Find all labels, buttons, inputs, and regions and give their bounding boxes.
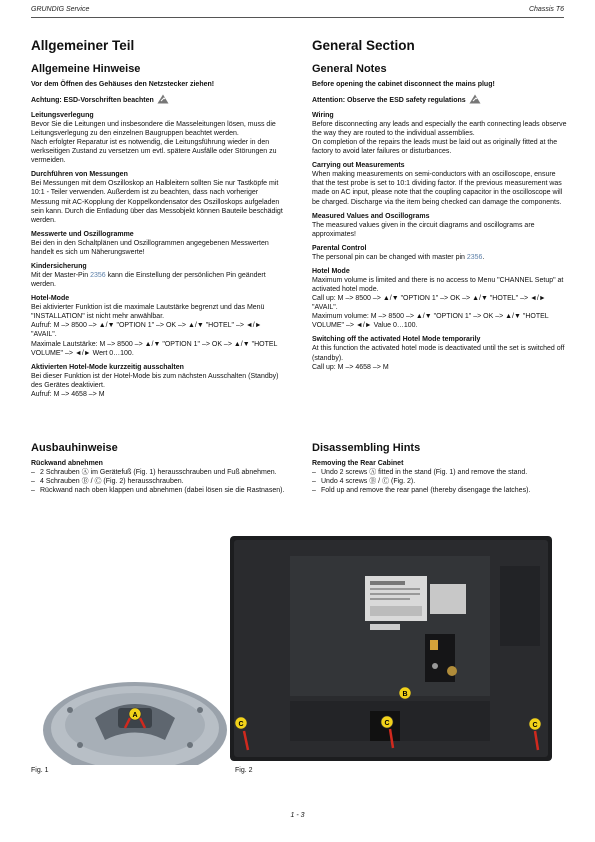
marker-c: C — [238, 721, 244, 728]
right-s5-aufruf: Call up: M –> 8500 –> ▲/▼ "OPTION 1" –> OK –> ▲/▼ "HOTEL" –> ◄/► "AVAIL". — [312, 295, 546, 312]
right-s3-text: The measured values given in the circuit diagrams and oscillograms are approximates! — [312, 221, 535, 238]
left-s4-text — [31, 271, 288, 289]
right-disassembly-title: Disassembling Hints — [312, 442, 421, 454]
right-s3-head: Measured Values and Oscillograms — [312, 212, 430, 220]
left-disassembly-title: Ausbauhinweise — [31, 442, 118, 454]
header-right: Chassis T6 — [528, 6, 564, 13]
right-s2-head: Carrying out Measurements — [312, 162, 405, 170]
page-number: 1 - 3 — [290, 812, 305, 819]
left-disassembly-list — [31, 468, 288, 495]
left-s1-text2: Nach erfolgter Reparatur ist es notwendig, die Leitungsführung wieder in den werkseitigen Zustand zu versetzen um evtl. spätere Ausfälle oder Störungen zu vermeiden. — [31, 139, 277, 165]
right-s2-text: When making measurements on semi-conductors with an oscilloscope, ensure that the test probe is set to 10:1 dividing factor. If the previous measurement was made on AC input, please note that the coupling capacitor in the oscilloscope will be charged. Discharge via the item being checked can damage the components. — [312, 171, 563, 206]
esd-warning-icon — [157, 94, 169, 104]
header-rule — [31, 17, 564, 18]
right-subtitle: General Notes — [312, 63, 387, 75]
right-s5-head: Hotel Mode — [312, 267, 350, 275]
right-s1-text: Before disconnecting any leads and especially the earth connecting leads observe the way they are routed to the individual assemblies. — [312, 120, 567, 137]
marker-b: B — [402, 691, 408, 698]
fig1-caption: Fig. 1 — [31, 767, 49, 774]
right-s1-head: Wiring — [312, 111, 334, 119]
left-column — [31, 38, 288, 399]
left-master-pin: 2356 — [90, 272, 106, 279]
left-s6-text: Bei dieser Funktion ist der Hotel-Mode bis zum nächsten Ausschalten (Standby) des Gerätes deaktiviert. — [31, 372, 279, 389]
left-s6-head: Aktivierten Hotel-Mode kurzzeitig ausschalten — [31, 363, 184, 371]
left-s1-text: Bevor Sie die Leitungen und insbesondere die Masseleitungen lösen, muss die Leitungsverlegung zu den einzelnen Baugruppen beachtet werden. — [31, 120, 276, 137]
right-s4-post: . — [482, 253, 485, 261]
marker-c: C — [384, 720, 390, 727]
right-master-pin: 2356 — [466, 253, 483, 261]
right-s4-text — [312, 253, 569, 262]
left-s2-head: Durchführen von Messungen — [31, 171, 128, 179]
list-item: – Undo 4 screws Ⓑ / Ⓒ (Fig. 2). — [312, 477, 569, 486]
stand-photo — [40, 670, 230, 765]
marker-c: C — [532, 722, 538, 729]
right-title: General Section — [312, 38, 415, 53]
rear-panel-photo — [230, 536, 552, 761]
left-s3-head: Messwerte und Oszillogramme — [31, 230, 134, 238]
left-s3-text: Bei den in den Schaltplänen und Oszillogrammen angegebenen Messwerten handelt es sich um Näherungswerte! — [31, 239, 269, 256]
left-s5-head: Hotel-Mode — [31, 295, 70, 303]
marker-a: A — [132, 712, 138, 719]
left-disassembly — [31, 442, 288, 495]
right-disassembly-list — [312, 468, 569, 495]
right-column — [312, 38, 569, 372]
right-s1-text2: On completion of the repairs the leads must be laid out as originally fitted at the factory to avoid later failures or disturbances. — [312, 139, 558, 156]
right-s4-pre: The personal pin can be changed with master pin — [312, 253, 467, 261]
list-item: – Undo 2 screws Ⓐ fitted in the stand (Fig. 1) and remove the stand. — [312, 468, 569, 477]
list-item: – Fold up and remove the rear panel (thereby disengage the latches). — [312, 486, 569, 495]
left-s5-max: Maximale Lautstärke: M –> 8500 –> ▲/▼ "OPTION 1" –> OK –> ▲/▼ "HOTEL VOLUME" –> ◄/► Wert 0…100. — [31, 340, 278, 357]
left-s4-pre: Mit der Master-Pin — [31, 272, 91, 279]
left-warning-esd-text: Achtung: ESD-Vorschriften beachten — [31, 97, 154, 105]
right-warning-esd-text: Attention: Observe the ESD safety regulations — [312, 97, 466, 105]
right-s5-max: Maximum volume: M –> 8500 –> ▲/▼ "OPTION 1" –> OK –> ▲/▼ "HOTEL VOLUME" –> ◄/► Value 0…100. — [312, 313, 549, 330]
right-s6-head: Switching off the activated Hotel Mode temporarily — [312, 336, 481, 344]
right-s5-text: Maximum volume is limited and there is no access to Menu "CHANNEL Setup" at activated hotel mode. — [312, 276, 564, 293]
header-left: GRUNDIG Service — [31, 6, 90, 13]
left-subtitle: Allgemeine Hinweise — [31, 63, 141, 75]
right-s6-text: At this function the activated hotel mode is deactivated until the set is switched off (standby). — [312, 345, 565, 362]
left-s4-post: kann die Einstellung der persönlichen Pin geändert werden. — [31, 272, 266, 289]
right-warning-esd — [312, 94, 569, 105]
left-warning-mains: Vor dem Öffnen des Gehäuses den Netzstecker ziehen! — [31, 81, 215, 88]
list-item: – 2 Schrauben Ⓐ im Gerätefuß (Fig. 1) herausschrauben und Fuß abnehmen. — [31, 468, 288, 477]
esd-warning-icon — [469, 94, 481, 104]
left-s5-text: Bei aktivierter Funktion ist die maximale Lautstärke begrenzt und das Menü "INSTALLATION" ist nicht mehr anwählbar. — [31, 304, 265, 321]
left-title: Allgemeiner Teil — [31, 38, 135, 53]
left-warning-esd — [31, 94, 288, 105]
left-s4-head: Kindersicherung — [31, 263, 87, 270]
right-s4-head: Parental Control — [312, 244, 367, 252]
left-s6-aufruf: Aufruf: M –> 4658 –> M — [31, 390, 105, 398]
left-s5-aufruf: Aufruf: M –> 8500 –> ▲/▼ "OPTION 1" –> OK –> ▲/▼ "HOTEL" –> ◄/► "AVAIL". — [31, 322, 262, 339]
right-disassembly-head: Removing the Rear Cabinet — [312, 460, 404, 467]
right-disassembly — [312, 442, 569, 495]
right-s6-aufruf: Call up: M –> 4658 –> M — [312, 363, 389, 371]
left-s2-text: Bei Messungen mit dem Oszilloskop an Halbleitern sollten Sie nur Tastköpfe mit 10:1 - Teiler verwenden. Außerdem ist zu beachten, dass nach vorheriger Messung mit AC-Kopplung der Koppelkondensator des Oszilloskops aufgeladen sein kann. Durch die Entladung über das Messobjekt können Bauteile beschädigt werden. — [31, 180, 283, 224]
left-s1-head: Leitungsverlegung — [31, 111, 94, 119]
list-item: – Rückwand nach oben klappen und abnehmen (dabei lösen sie die Rastnasen). — [31, 486, 288, 495]
right-warning-mains: Before opening the cabinet disconnect the mains plug! — [312, 81, 495, 88]
list-item: – 4 Schrauben Ⓑ / Ⓒ (Fig. 2) herausschrauben. — [31, 477, 288, 486]
left-disassembly-head: Rückwand abnehmen — [31, 460, 103, 467]
fig2-caption: Fig. 2 — [235, 767, 253, 774]
